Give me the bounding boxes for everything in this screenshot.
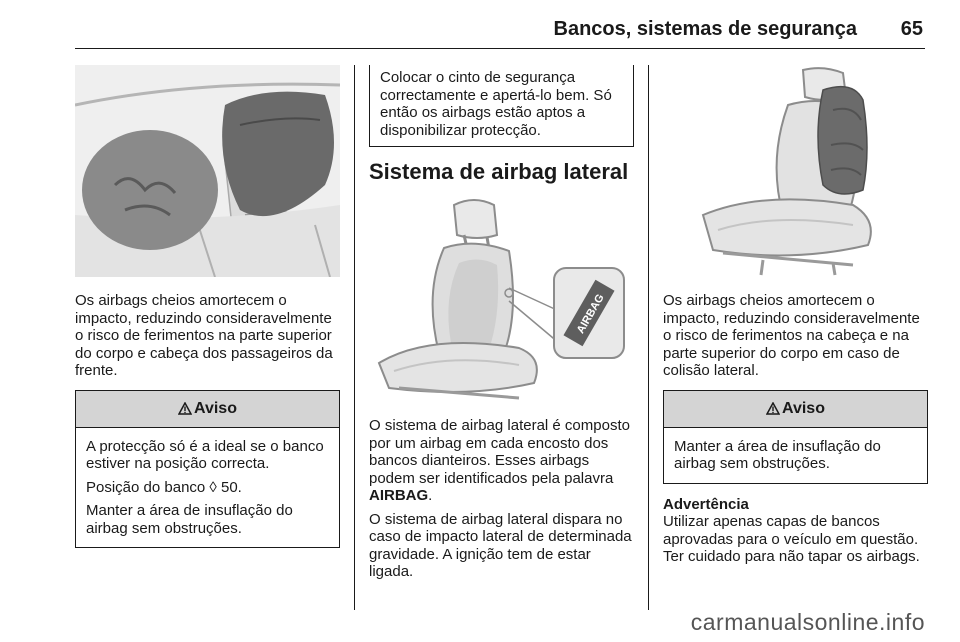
note-box	[369, 65, 634, 147]
airbag-tag-text: AIRBAG	[574, 292, 607, 336]
paragraph: Os airbags cheios amortecem o impacto, reduzindo consideravelmente o risco de ferimentos na parte superior do corpo e cabeça dos passageiros da frente.	[75, 292, 333, 379]
warning-box	[75, 390, 340, 549]
warning-line: Posição do banco ◊ 50.	[86, 478, 242, 496]
paragraph: Os airbags cheios amortecem o impacto, reduzindo consideravelmente o risco de ferimentos na cabeça e na parte superior do corpo em caso de colisão lateral.	[663, 292, 920, 379]
paragraph: O sistema de airbag lateral dispara no caso de impacto lateral de determinada gravidade. A ignição tem de estar ligada.	[369, 510, 632, 580]
page-header-title: Bancos, sistemas de segurança	[553, 18, 857, 40]
warning-icon	[766, 402, 780, 415]
side-airbag-seat-illustration	[369, 193, 634, 405]
column-3	[663, 65, 928, 566]
paragraph: O sistema de airbag lateral é composto por um airbag em cada encosto dos bancos dianteiros. Esses airbags podem ser identificados pela palavra AIRBAG.	[369, 417, 630, 504]
column-divider	[648, 65, 649, 610]
warning-header	[664, 390, 927, 428]
warning-body	[76, 428, 339, 548]
column-1	[75, 65, 340, 548]
section-title: Sistema de airbag lateral	[369, 159, 629, 184]
advert-title: Advertência	[663, 495, 749, 513]
advert-text: Utilizar apenas capas de bancos aprovadas para o veículo em questão. Ter cuidado para não tapar os airbags.	[663, 513, 920, 565]
warning-box	[663, 390, 928, 484]
warning-line: A protecção só é a ideal se o banco estiver na posição correcta.	[86, 437, 324, 472]
column-2	[369, 65, 634, 581]
airbag-keyword: AIRBAG	[369, 487, 429, 504]
header-rule	[75, 48, 925, 49]
watermark: carmanualsonline.info	[690, 609, 925, 635]
warning-header	[76, 390, 339, 428]
page-number: 65	[900, 18, 923, 40]
column-divider	[354, 65, 355, 610]
warning-line: Manter a área de insuflação do airbag sem obstruções.	[674, 437, 881, 472]
warning-line: Manter a área de insuflação do airbag sem obstruções.	[86, 502, 293, 537]
inflated-side-airbag-illustration	[663, 65, 928, 277]
warning-icon	[178, 402, 192, 415]
front-airbags-illustration	[75, 65, 340, 277]
warning-body	[664, 428, 927, 483]
warning-title: Aviso	[194, 399, 237, 417]
warning-title: Aviso	[782, 399, 825, 417]
note-text: Colocar o cinto de segurança correctamente e apertá-lo bem. Só então os airbags estão aptos a disponibilizar protecção.	[380, 69, 612, 139]
